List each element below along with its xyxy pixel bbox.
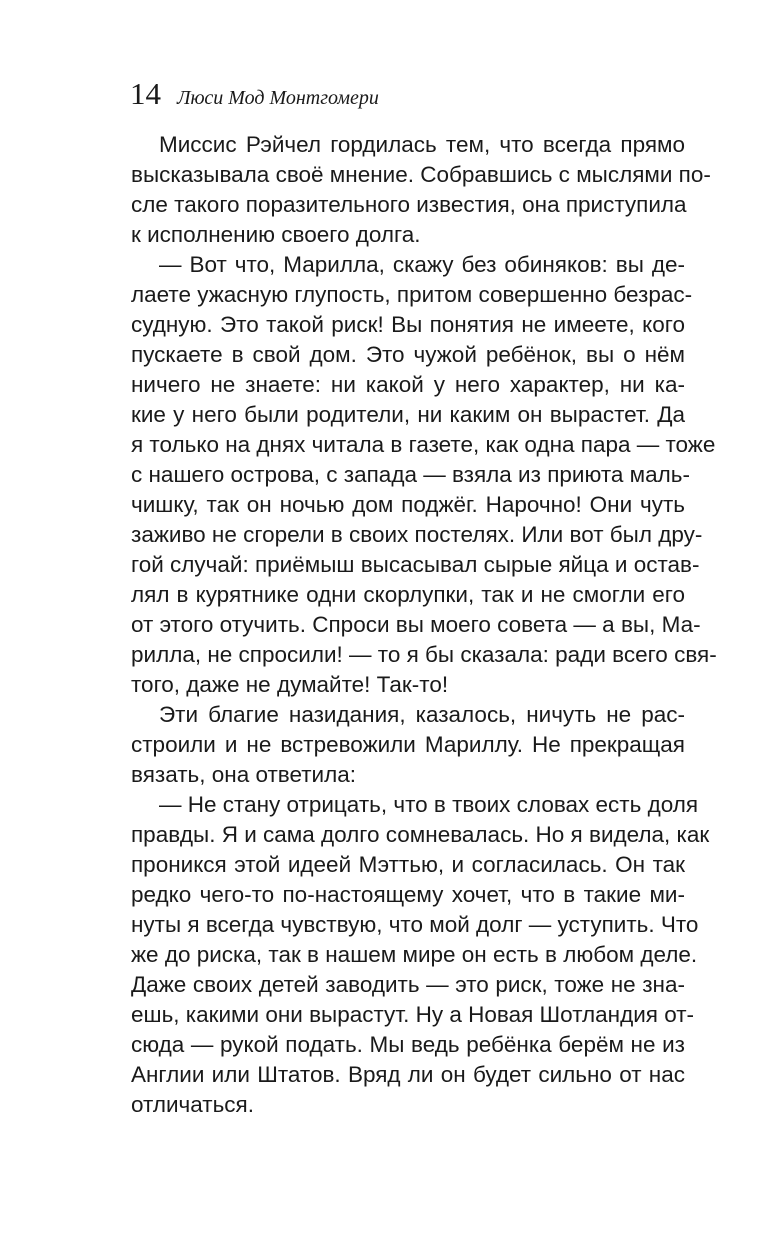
text-line: с нашего острова, с запада — взяла из приюта маль- [131,462,690,487]
text-line: судную. Это такой риск! Вы понятия не имеете, кого [131,312,685,337]
text-line: редко чего-то по-настоящему хочет, что в такие ми- [131,882,685,907]
text-line: заживо не сгорели в своих постелях. Или вот был дру- [131,522,703,547]
text-line: пускаете в свой дом. Это чужой ребёнок, вы о нём [131,342,685,367]
text-line: к исполнению своего долга. [131,222,421,247]
text-line: отличаться. [131,1092,254,1117]
text-line: строили и не встревожили Мариллу. Не прекращая [131,732,685,757]
text-line: лял в курятнике одни скорлупки, так и не смогли его [131,582,685,607]
text-line: правды. Я и сама долго сомневалась. Но я видела, как [131,822,710,847]
text-line: проникся этой идеей Мэттью, и согласилась. Он так [131,852,685,877]
text-line: же до риска, так в нашем мире он есть в любом деле. [131,942,698,967]
text-line: Англии или Штатов. Вряд ли он будет сильно от нас [131,1062,685,1087]
text-line: вязать, она ответила: [131,762,357,787]
running-title: Люси Мод Монтгомери [177,87,379,109]
text-line: Миссис Рэйчел гордилась тем, что всегда прямо [159,132,685,157]
text-line: того, даже не думайте! Так-то! [131,672,449,697]
text-line: я только на днях читала в газете, как одна пара — тоже [131,432,716,457]
text-line: кие у него были родители, ни каким он вырастет. Да [131,402,685,427]
text-line: нуты я всегда чувствую, что мой долг — уступить. Что [131,912,699,937]
text-line: Эти благие назидания, казалось, ничуть не рас- [159,702,685,727]
text-line: от этого отучить. Спроси вы моего совета — а вы, Ма- [131,612,701,637]
text-line: сле такого поразительного известия, она приступила [131,192,687,217]
text-line: рилла, не спросили! — то я бы сказала: ради всего свя- [131,642,717,667]
text-line: лаете ужасную глупость, притом совершенно безрас- [131,282,693,307]
text-line: Даже своих детей заводить — это риск, тоже не зна- [131,972,685,997]
text-line: гой случай: приёмыш высасывал сырые яйца и остав- [131,552,700,577]
text-line: — Вот что, Марилла, скажу без обиняков: вы де- [159,252,685,277]
text-line: высказывала своё мнение. Собравшись с мыслями по- [131,162,711,187]
text-line: ешь, какими они вырастут. Ну а Новая Шотландия от- [131,1002,695,1027]
text-line: сюда — рукой подать. Мы ведь ребёнка берём не из [131,1032,685,1057]
text-line: чишку, так он ночью дом поджёг. Нарочно! Они чуть [131,492,685,517]
text-line: ничего не знаете: ни какой у него характер, ни ка- [131,372,685,397]
text-line: — Не стану отрицать, что в твоих словах есть доля [159,792,699,817]
page-number: 14 [130,76,161,111]
